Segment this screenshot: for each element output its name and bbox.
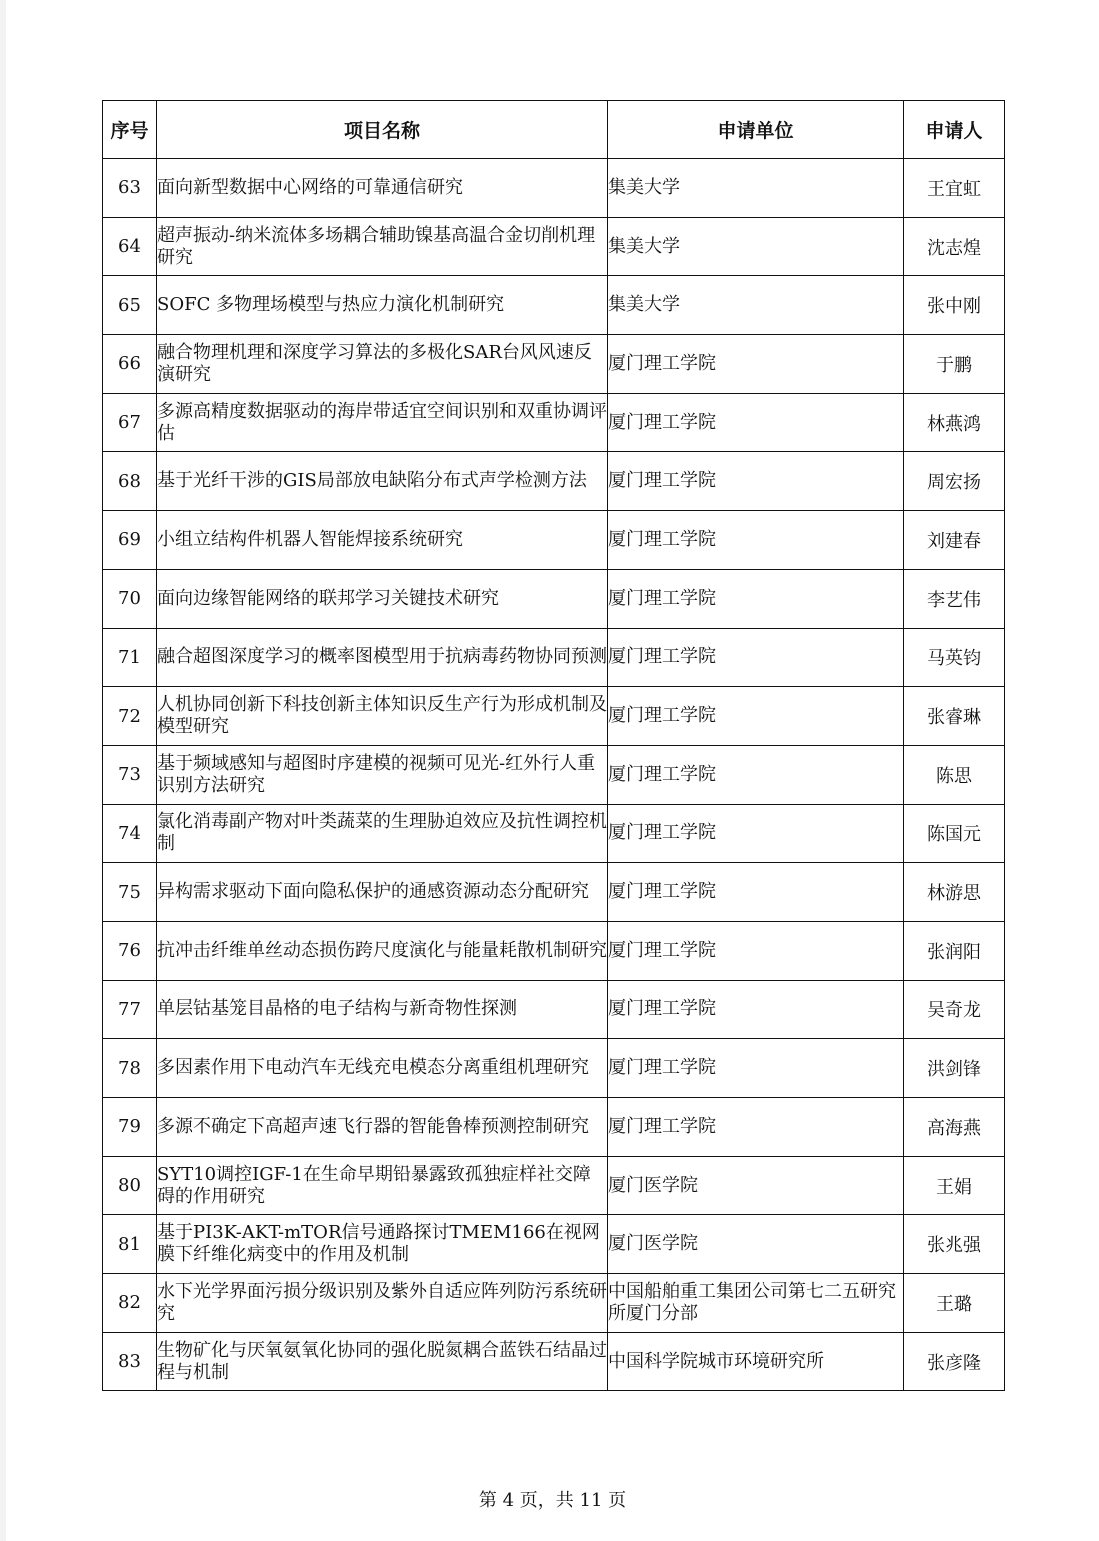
cell-project-name: 基于PI3K-AKT-mTOR信号通路探讨TMEM166在视网膜下纤维化病变中的作用及机制	[157, 1215, 608, 1274]
table-row	[103, 1274, 1005, 1333]
table-row	[103, 511, 1005, 570]
cell-project-name: SOFC 多物理场模型与热应力演化机制研究	[157, 276, 608, 335]
cell-project-name: 氯化消毒副产物对叶类蔬菜的生理胁迫效应及抗性调控机制	[157, 804, 608, 863]
cell-project-name: 超声振动-纳米流体多场耦合辅助镍基高温合金切削机理研究	[157, 217, 608, 276]
cell-applicant-unit: 厦门医学院	[608, 1215, 904, 1274]
cell-seq: 66	[103, 335, 157, 394]
cell-applicant-unit: 厦门理工学院	[608, 921, 904, 980]
header-applicant-unit: 申请单位	[608, 101, 904, 159]
cell-applicant: 张兆强	[904, 1215, 1005, 1274]
cell-applicant-unit: 中国船舶重工集团公司第七二五研究所厦门分部	[608, 1274, 904, 1333]
cell-applicant: 高海燕	[904, 1098, 1005, 1157]
table-row	[103, 276, 1005, 335]
cell-applicant: 洪剑锋	[904, 1039, 1005, 1098]
cell-applicant: 王宜虹	[904, 159, 1005, 218]
cell-seq: 73	[103, 745, 157, 804]
table-row	[103, 687, 1005, 746]
cell-applicant-unit: 厦门理工学院	[608, 687, 904, 746]
document-page	[6, 0, 1099, 1541]
table-body	[103, 159, 1005, 1391]
cell-seq: 63	[103, 159, 157, 218]
table-row	[103, 745, 1005, 804]
cell-applicant: 陈国元	[904, 804, 1005, 863]
cell-applicant-unit: 厦门理工学院	[608, 980, 904, 1039]
cell-seq: 67	[103, 393, 157, 452]
cell-project-name: 生物矿化与厌氧氨氧化协同的强化脱氮耦合蓝铁石结晶过程与机制	[157, 1332, 608, 1391]
cell-applicant: 刘建春	[904, 511, 1005, 570]
table-row	[103, 335, 1005, 394]
cell-applicant-unit: 集美大学	[608, 159, 904, 218]
cell-seq: 69	[103, 511, 157, 570]
cell-project-name: 融合物理机理和深度学习算法的多极化SAR台风风速反演研究	[157, 335, 608, 394]
cell-applicant: 张润阳	[904, 921, 1005, 980]
table-row	[103, 1215, 1005, 1274]
cell-project-name: 小组立结构件机器人智能焊接系统研究	[157, 511, 608, 570]
cell-seq: 82	[103, 1274, 157, 1333]
cell-seq: 79	[103, 1098, 157, 1157]
cell-project-name: 多源不确定下高超声速飞行器的智能鲁棒预测控制研究	[157, 1098, 608, 1157]
cell-applicant: 张睿琳	[904, 687, 1005, 746]
cell-project-name: 面向新型数据中心网络的可靠通信研究	[157, 159, 608, 218]
table-row	[103, 393, 1005, 452]
cell-applicant-unit: 厦门理工学院	[608, 804, 904, 863]
cell-project-name: 人机协同创新下科技创新主体知识反生产行为形成机制及模型研究	[157, 687, 608, 746]
cell-seq: 83	[103, 1332, 157, 1391]
cell-project-name: 多源高精度数据驱动的海岸带适宜空间识别和双重协调评估	[157, 393, 608, 452]
cell-applicant-unit: 厦门医学院	[608, 1156, 904, 1215]
cell-applicant-unit: 厦门理工学院	[608, 511, 904, 570]
project-table	[102, 100, 1005, 1391]
cell-applicant-unit: 厦门理工学院	[608, 863, 904, 922]
cell-applicant: 王娟	[904, 1156, 1005, 1215]
cell-project-name: 面向边缘智能网络的联邦学习关键技术研究	[157, 569, 608, 628]
cell-project-name: 抗冲击纤维单丝动态损伤跨尺度演化与能量耗散机制研究	[157, 921, 608, 980]
cell-applicant: 王璐	[904, 1274, 1005, 1333]
table-header-row	[103, 101, 1005, 159]
table-row	[103, 628, 1005, 687]
cell-seq: 77	[103, 980, 157, 1039]
page-number: 第 4 页，共 11 页	[478, 1490, 627, 1511]
cell-applicant: 马英钧	[904, 628, 1005, 687]
header-seq: 序号	[103, 101, 157, 159]
cell-applicant: 沈志煌	[904, 217, 1005, 276]
cell-applicant-unit: 中国科学院城市环境研究所	[608, 1332, 904, 1391]
cell-seq: 71	[103, 628, 157, 687]
table-row	[103, 1156, 1005, 1215]
cell-seq: 74	[103, 804, 157, 863]
table-row	[103, 159, 1005, 218]
table-row	[103, 921, 1005, 980]
table-row	[103, 217, 1005, 276]
cell-applicant-unit: 集美大学	[608, 217, 904, 276]
cell-project-name: SYT10调控IGF-1在生命早期铅暴露致孤独症样社交障碍的作用研究	[157, 1156, 608, 1215]
cell-applicant-unit: 厦门理工学院	[608, 745, 904, 804]
cell-applicant-unit: 厦门理工学院	[608, 335, 904, 394]
cell-applicant-unit: 厦门理工学院	[608, 569, 904, 628]
table-row	[103, 804, 1005, 863]
cell-applicant-unit: 集美大学	[608, 276, 904, 335]
cell-applicant: 吴奇龙	[904, 980, 1005, 1039]
cell-seq: 81	[103, 1215, 157, 1274]
cell-seq: 64	[103, 217, 157, 276]
cell-project-name: 单层钴基笼目晶格的电子结构与新奇物性探测	[157, 980, 608, 1039]
cell-seq: 72	[103, 687, 157, 746]
cell-project-name: 多因素作用下电动汽车无线充电模态分离重组机理研究	[157, 1039, 608, 1098]
cell-applicant: 于鹏	[904, 335, 1005, 394]
cell-applicant-unit: 厦门理工学院	[608, 628, 904, 687]
cell-applicant: 张中刚	[904, 276, 1005, 335]
cell-applicant: 陈思	[904, 745, 1005, 804]
table-row	[103, 980, 1005, 1039]
cell-project-name: 异构需求驱动下面向隐私保护的通感资源动态分配研究	[157, 863, 608, 922]
cell-project-name: 水下光学界面污损分级识别及紫外自适应阵列防污系统研究	[157, 1274, 608, 1333]
cell-seq: 68	[103, 452, 157, 511]
cell-applicant: 林游思	[904, 863, 1005, 922]
table-row	[103, 1098, 1005, 1157]
cell-project-name: 基于光纤干涉的GIS局部放电缺陷分布式声学检测方法	[157, 452, 608, 511]
cell-seq: 70	[103, 569, 157, 628]
header-project-name: 项目名称	[157, 101, 608, 159]
cell-seq: 65	[103, 276, 157, 335]
cell-applicant: 周宏扬	[904, 452, 1005, 511]
cell-applicant-unit: 厦门理工学院	[608, 1098, 904, 1157]
cell-applicant: 张彦隆	[904, 1332, 1005, 1391]
cell-applicant: 李艺伟	[904, 569, 1005, 628]
cell-seq: 75	[103, 863, 157, 922]
cell-applicant-unit: 厦门理工学院	[608, 1039, 904, 1098]
table-row	[103, 863, 1005, 922]
cell-project-name: 融合超图深度学习的概率图模型用于抗病毒药物协同预测	[157, 628, 608, 687]
cell-seq: 78	[103, 1039, 157, 1098]
table-row	[103, 1332, 1005, 1391]
cell-project-name: 基于频域感知与超图时序建模的视频可见光-红外行人重识别方法研究	[157, 745, 608, 804]
cell-applicant-unit: 厦门理工学院	[608, 393, 904, 452]
table-row	[103, 1039, 1005, 1098]
cell-applicant: 林燕鸿	[904, 393, 1005, 452]
table-row	[103, 452, 1005, 511]
cell-applicant-unit: 厦门理工学院	[608, 452, 904, 511]
header-applicant: 申请人	[904, 101, 1005, 159]
cell-seq: 80	[103, 1156, 157, 1215]
table-row	[103, 569, 1005, 628]
cell-seq: 76	[103, 921, 157, 980]
